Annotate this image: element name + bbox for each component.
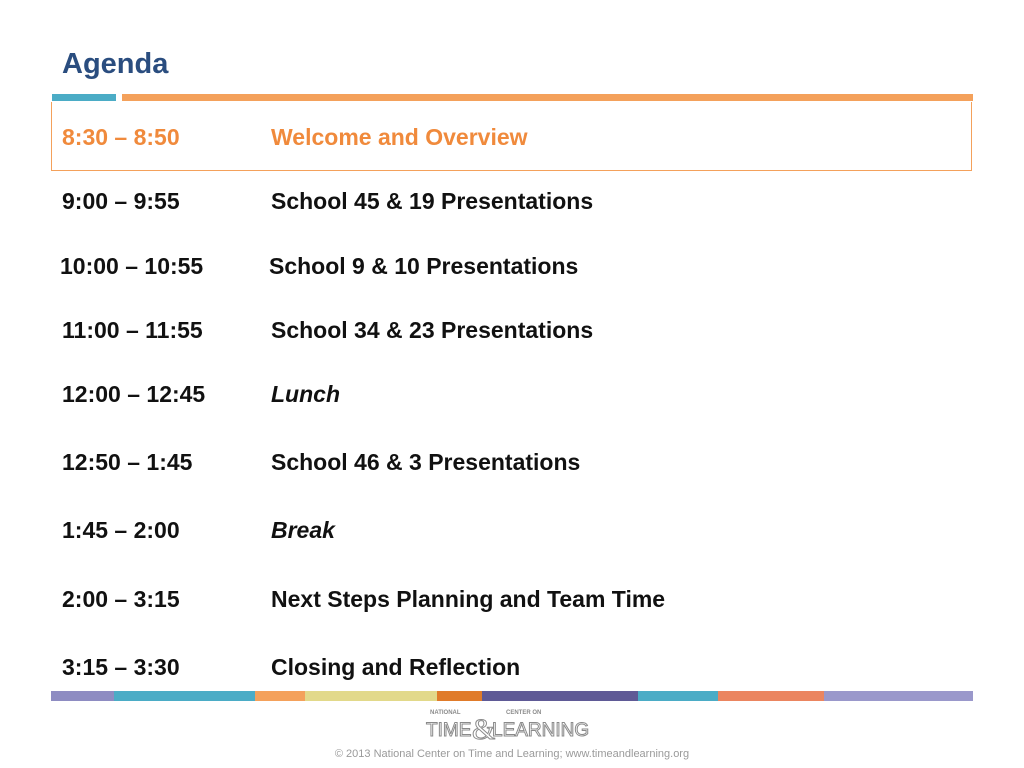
footer-bar-segment	[305, 691, 437, 701]
agenda-time: 10:00 – 10:55	[60, 253, 204, 279]
agenda-activity: School 34 & 23 Presentations	[271, 317, 594, 343]
agenda-time: 9:00 – 9:55	[62, 188, 180, 214]
title-accent-bar-teal	[52, 94, 116, 101]
agenda-activity: Lunch	[271, 381, 340, 407]
title-accent-bar-orange	[122, 94, 973, 101]
copyright-text: © 2013 National Center on Time and Learning; www.timeandlearning.org	[334, 748, 690, 760]
agenda-time: 11:00 – 11:55	[62, 317, 203, 343]
agenda-time: 12:00 – 12:45	[62, 381, 206, 407]
footer-bar-segment	[718, 691, 824, 701]
agenda-activity: Break	[271, 517, 335, 543]
footer-bar-segment	[437, 691, 482, 701]
footer-color-bar	[51, 691, 973, 701]
page-title: Agenda	[62, 48, 169, 80]
time-and-learning-logo	[424, 706, 600, 742]
agenda-activity: Welcome and Overview	[271, 124, 528, 150]
logo-learning-text: LEARNING	[492, 720, 590, 741]
agenda-activity: Next Steps Planning and Team Time	[271, 586, 666, 612]
logo-time-text: TIME	[426, 720, 472, 741]
logo-center-on-text: CENTER ON	[506, 710, 542, 716]
agenda-activity: School 9 & 10 Presentations	[269, 253, 579, 279]
footer-bar-segment	[114, 691, 255, 701]
logo-national-text: NATIONAL	[430, 710, 461, 716]
agenda-activity: School 45 & 19 Presentations	[271, 188, 594, 214]
footer-bar-segment	[255, 691, 305, 701]
agenda-activity: Closing and Reflection	[271, 654, 521, 680]
footer-bar-segment	[824, 691, 973, 701]
agenda-activity: School 46 & 3 Presentations	[271, 449, 581, 475]
footer-bar-segment	[482, 691, 638, 701]
agenda-time: 1:45 – 2:00	[62, 517, 180, 543]
footer-bar-segment	[51, 691, 114, 701]
agenda-time: 12:50 – 1:45	[62, 449, 193, 475]
agenda-time: 8:30 – 8:50	[62, 124, 180, 150]
agenda-time: 2:00 – 3:15	[62, 586, 180, 612]
logo-ampersand: &	[472, 713, 496, 742]
agenda-time: 3:15 – 3:30	[62, 654, 180, 680]
footer-bar-segment	[638, 691, 718, 701]
